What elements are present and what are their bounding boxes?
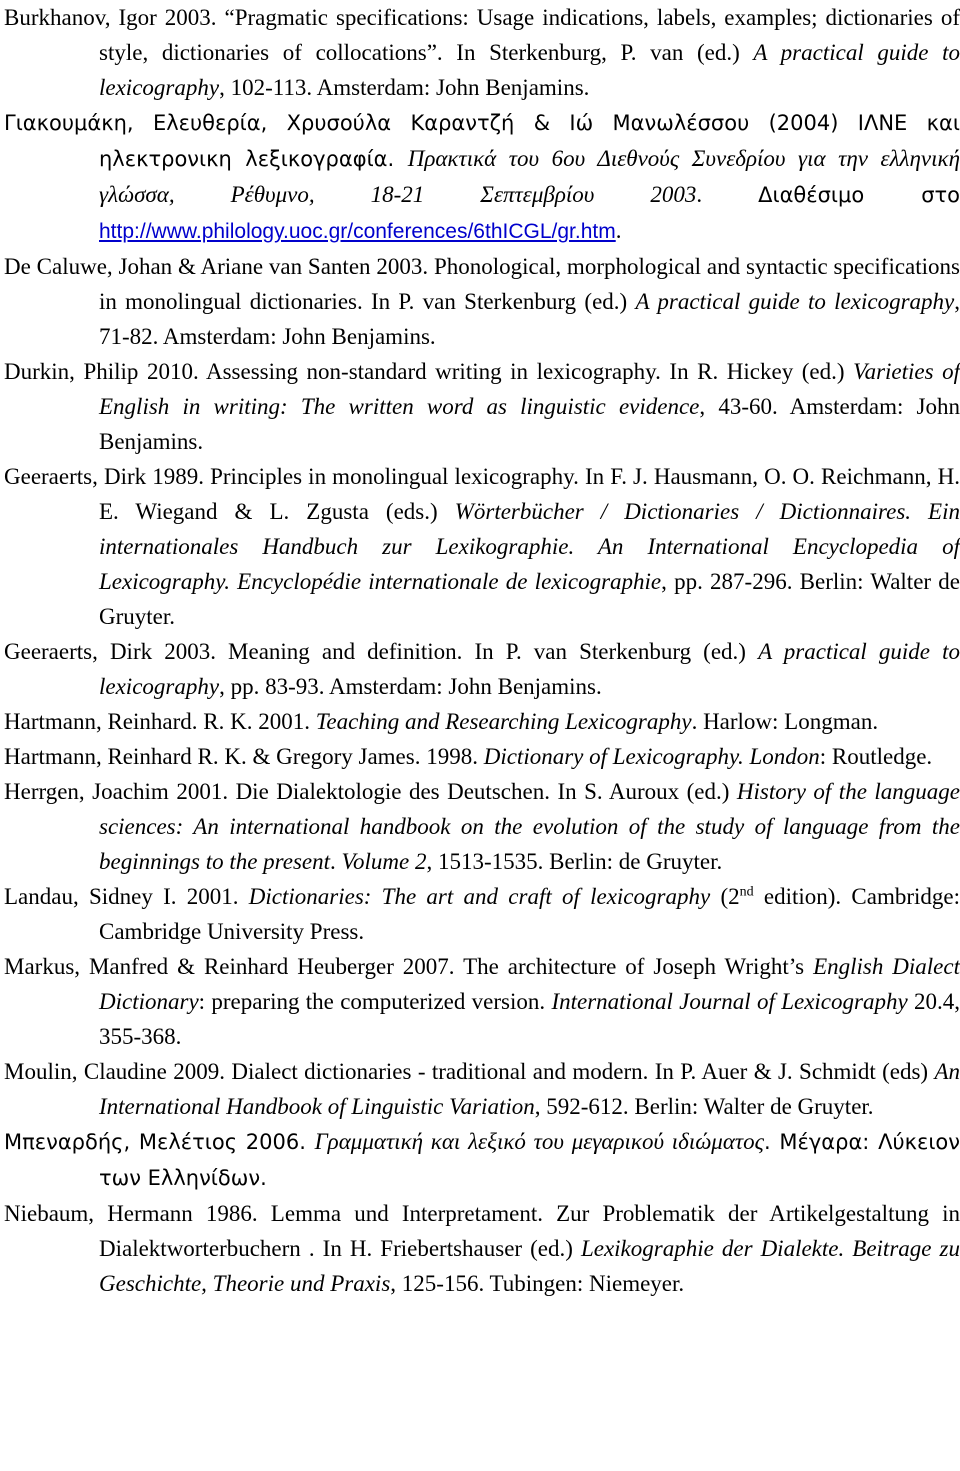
reference-text: , 102-113. Amsterdam: John Benjamins. <box>219 75 590 100</box>
reference-text: , 1513-1535. Berlin: de Gruyter. <box>426 849 723 874</box>
reference-text: : Routledge. <box>819 744 933 769</box>
reference-text: . Harlow: Longman. <box>691 709 879 734</box>
reference-text: Landau, Sidney I. 2001. <box>4 884 249 909</box>
reference-text-greek: Διαθέσιμο στο <box>758 183 960 207</box>
reference-entry <box>0 459 960 634</box>
reference-entry <box>0 1196 960 1301</box>
reference-entry <box>0 1054 960 1124</box>
reference-text: edition). Cambridge: Cambridge University Press. <box>99 884 960 944</box>
reference-title: Volume 2 <box>341 849 427 874</box>
reference-text: . <box>696 182 759 207</box>
reference-text: , 43-60. Amsterdam: John Benjamins. <box>99 394 960 454</box>
reference-title: Dictionaries: The art and craft of lexicography <box>248 884 711 909</box>
reference-text: Hartmann, Reinhard. R. K. 2001. <box>4 709 316 734</box>
reference-text: , 71-82. Amsterdam: John Benjamins. <box>99 289 960 349</box>
reference-title: An International Handbook of Linguistic Variation <box>99 1059 960 1119</box>
reference-entry <box>0 105 960 249</box>
reference-title: Varieties of English in writing: The written word as linguistic evidence <box>99 359 960 419</box>
reference-url-link[interactable]: http://www.philology.uoc.gr/conferences/6thICGL/gr.htm <box>99 220 616 243</box>
reference-title: Wörterbücher / Dictionaries / Dictionnaires. Ein internationales Handbuch zur Lexikographie. An International Encyclopedia of Lexicography. Encyclopédie internationale de lexicographie <box>99 499 960 594</box>
reference-title: Teaching and Researching Lexicography <box>315 709 692 734</box>
reference-entry <box>0 704 960 739</box>
reference-title: History of the language sciences: An international handbook on the evolution of the study of language from the beginnings to the present <box>99 779 960 874</box>
reference-entry <box>0 1124 960 1196</box>
reference-text: , pp. 287-296. Berlin: Walter de Gruyter. <box>99 569 960 629</box>
reference-text: . <box>330 849 342 874</box>
reference-text: Hartmann, Reinhard R. K. & Gregory James. 1998. <box>4 744 484 769</box>
reference-text: Moulin, Claudine 2009. Dialect dictionaries - traditional and modern. In P. Auer & J. Schmidt (eds) <box>4 1059 935 1084</box>
reference-entry <box>0 879 960 949</box>
reference-text: Markus, Manfred & Reinhard Heuberger 2007. The architecture of Joseph Wright’s <box>4 954 814 979</box>
reference-entry <box>0 249 960 354</box>
reference-title: International Journal of Lexicography <box>551 989 908 1014</box>
reference-entry <box>0 354 960 459</box>
reference-title: A practical guide to lexicography <box>99 40 960 100</box>
reference-text: Durkin, Philip 2010. Assessing non-standard writing in lexicography. In R. Hickey (ed.) <box>4 359 854 384</box>
reference-title: Γραμματική και λεξικό του μεγαρικού ιδιώματος <box>314 1129 764 1154</box>
reference-entry <box>0 0 960 105</box>
reference-text: Geeraerts, Dirk 2003. Meaning and definition. In P. van Sterkenburg (ed.) <box>4 639 759 664</box>
reference-entry <box>0 739 960 774</box>
reference-text: De Caluwe, Johan & Ariane van Santen 2003. Phonological, morphological and syntactic specifications in monolingual dictionaries. In P. van Sterkenburg (ed.) <box>4 254 960 314</box>
reference-title: English Dialect Dictionary <box>99 954 960 1014</box>
reference-text: (2 <box>710 884 740 909</box>
reference-title: Lexikographie der Dialekte. Beitrage zu Geschichte, Theorie und Praxis <box>99 1236 960 1296</box>
reference-text: , 592-612. Berlin: Walter de Gruyter. <box>534 1094 874 1119</box>
reference-text-greek: . Μέγαρα: Λύκειον των Ελληνίδων. <box>99 1130 960 1190</box>
reference-text: Geeraerts, Dirk 1989. Principles in monolingual lexicography. In F. J. Hausmann, O. O. Reichmann, H. E. Wiegand & L. Zgusta (eds.) <box>4 464 960 524</box>
reference-title: A practical guide to lexicography <box>635 289 955 314</box>
reference-text: , pp. 83-93. Amsterdam: John Benjamins. <box>219 674 602 699</box>
reference-title: Dictionary of Lexicography. London <box>483 744 820 769</box>
reference-entry <box>0 634 960 704</box>
reference-text-greek: Μπεναρδής, Μελέτιος 2006. <box>4 1130 315 1154</box>
reference-text: Herrgen, Joachim 2001. Die Dialektologie des Deutschen. In S. Auroux (ed.) <box>4 779 737 804</box>
reference-text: Burkhanov, Igor 2003. “Pragmatic specifications: Usage indications, labels, examples; dictionaries of style, dictionaries of collocations”. In Sterkenburg, P. van (ed.) <box>4 5 960 65</box>
reference-text: 20.4, 355-368. <box>99 989 960 1049</box>
reference-text: Niebaum, Hermann 1986. Lemma und Interpretament. Zur Problematik der Artikelgestaltung in Dialektworterbuchern . In H. Friebertshauser (ed.) <box>4 1201 960 1261</box>
reference-text: . <box>615 218 622 243</box>
ordinal-superscript: nd <box>739 884 754 900</box>
reference-text: : preparing the computerized version. <box>198 989 552 1014</box>
reference-title: A practical guide to lexicography <box>99 639 960 699</box>
reference-entry <box>0 949 960 1054</box>
reference-entry <box>0 774 960 879</box>
reference-text-greek: Γιακουμάκη, Ελευθερία, Χρυσούλα Καραντζή & Ιώ Μανωλέσσου (2004) ΙΛΝΕ και ηλεκτρονικη λεξικογραφία. <box>4 111 960 171</box>
reference-text: , 125-156. Tubingen: Niemeyer. <box>390 1271 685 1296</box>
reference-title: Πρακτικά του 6ου Διεθνούς Συνεδρίου για την ελληνική γλώσσα, Ρέθυμνο, 18-21 Σεπτεμβρίου 2003 <box>99 146 960 207</box>
